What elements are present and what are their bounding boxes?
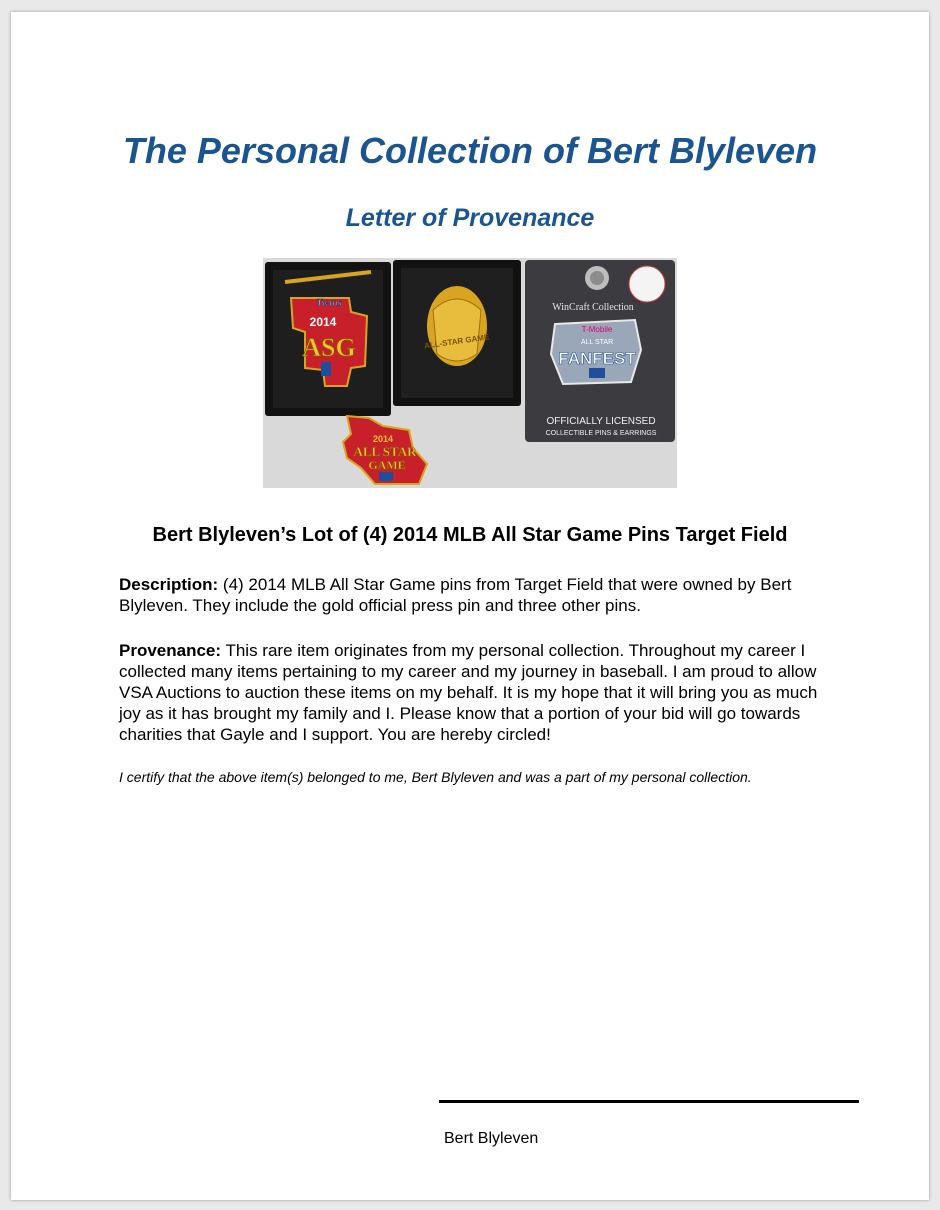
pin1-letters: ASG [302, 333, 356, 362]
pin3-year: 2014 [372, 434, 394, 444]
description-text: (4) 2014 MLB All Star Game pins from Target Field that were owned by Bert Blyleven. They include the gold official press pin and three other pins. [119, 575, 792, 615]
description-paragraph [119, 574, 829, 616]
signature-line [439, 1100, 859, 1103]
provenance-paragraph [119, 640, 829, 745]
pin1-brand: Twins [316, 297, 342, 309]
card-sponsor: T-Mobile [581, 325, 613, 334]
pin-case-1 [265, 262, 391, 416]
pin1-year: 2014 [309, 315, 337, 329]
card-brand: WinCraft Collection [552, 302, 634, 313]
pins-photo [263, 258, 677, 488]
pin-case-2 [393, 260, 521, 406]
provenance-text: This rare item originates from my personal collection. Throughout my career I collected many items pertaining to my career and my journey in baseball. I am proud to allow VSA Auctions to auction these items on my behalf. It is my hope that it will bring you as much joy as it has brought my family and I. Please know that a portion of your bid will go towards charities that Gayle and I support. You are hereby circled! [119, 641, 818, 744]
card-pin-main: FANFEST [558, 349, 636, 368]
pin3-line2: GAME [368, 458, 406, 472]
document-subtitle: Letter of Provenance [345, 204, 595, 232]
certification-statement: I certify that the above item(s) belonged to me, Bert Blyleven and was a part of my personal collection. [119, 769, 752, 785]
document-page [11, 12, 929, 1200]
card-license-2: COLLECTIBLE PINS & EARRINGS [545, 430, 657, 437]
pin3-line1: ALL STAR [353, 444, 417, 459]
description-label: Description: [119, 575, 219, 594]
card-pin-top: ALL STAR [580, 339, 614, 346]
provenance-label: Provenance: [119, 641, 222, 660]
lot-title: Bert Blyleven’s Lot of (4) 2014 MLB All Star Game Pins Target Field [152, 524, 788, 546]
pin2-text: ALL-STAR GAME [423, 332, 490, 351]
card-license-1: OFFICIALLY LICENSED [546, 416, 656, 427]
signature-name: Bert Blyleven [444, 1130, 539, 1147]
wincraft-card [525, 260, 675, 442]
document-title: The Personal Collection of Bert Blyleven [122, 130, 818, 171]
